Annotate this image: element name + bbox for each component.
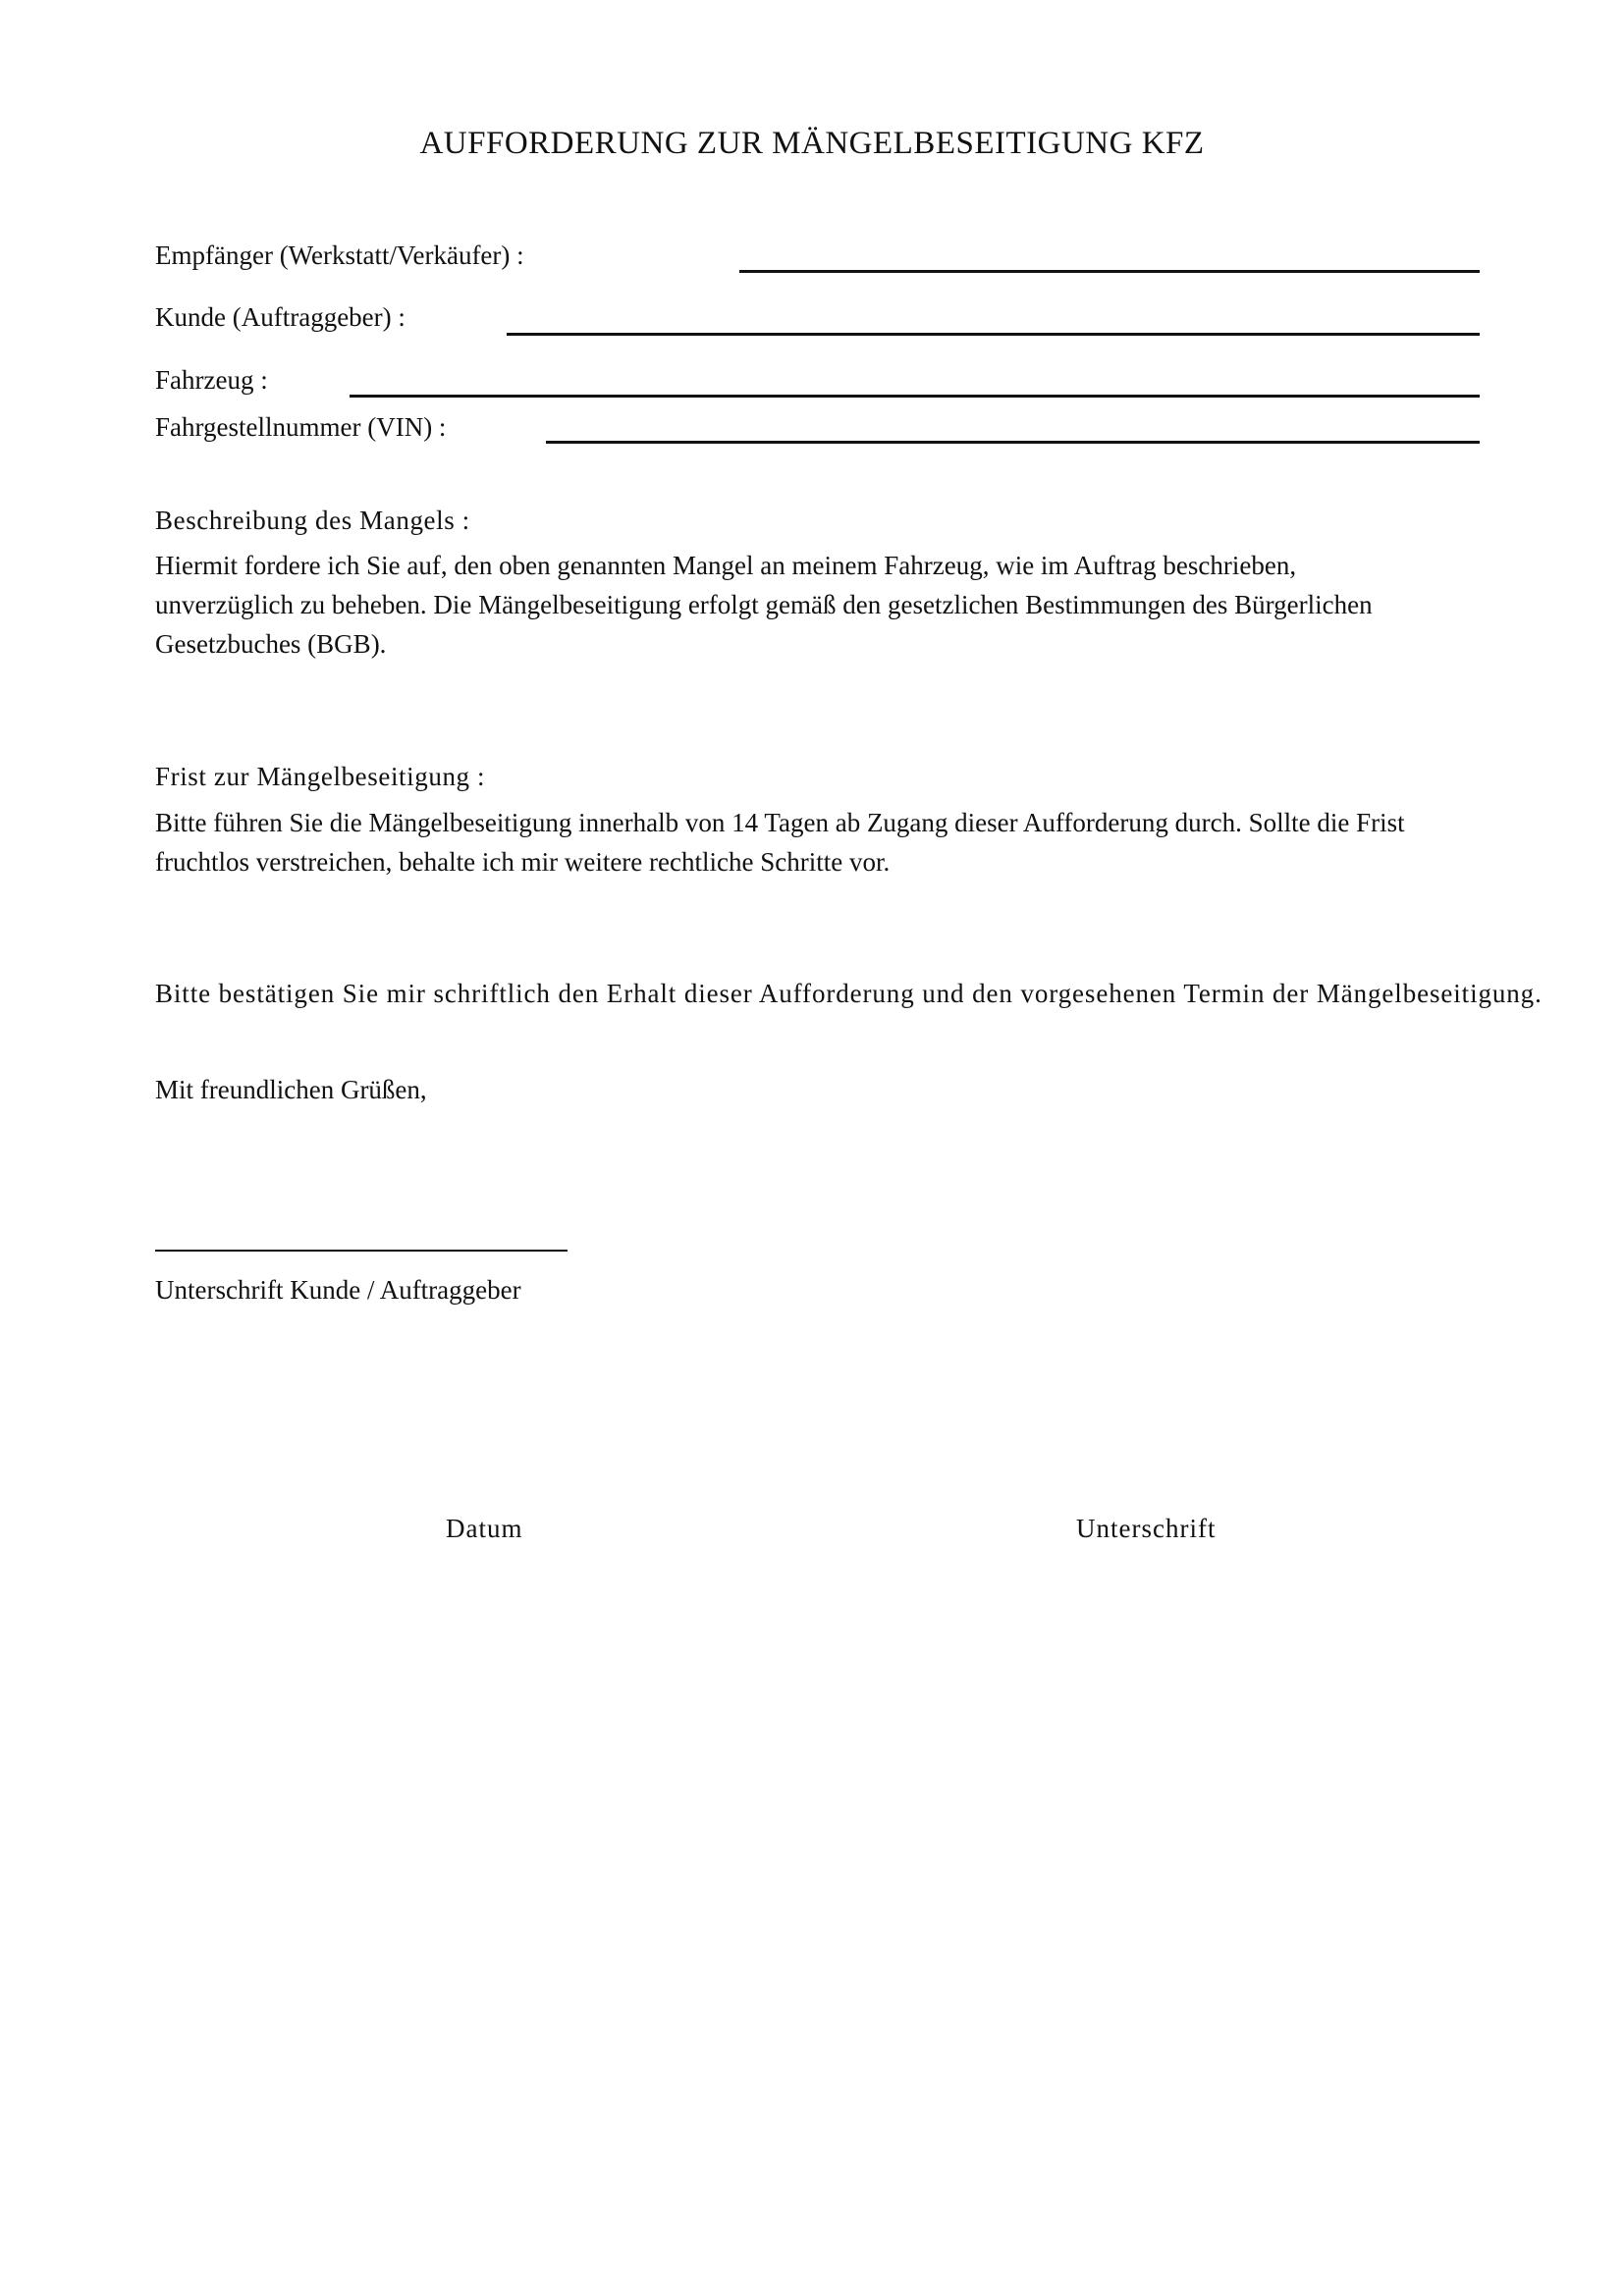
customer-signature-line[interactable]	[155, 1250, 568, 1252]
vin-label: Fahrgestellnummer (VIN) :	[155, 412, 447, 442]
customer-field-line[interactable]	[507, 333, 1480, 336]
defect-heading: Beschreibung des Mangels :	[155, 506, 470, 535]
vehicle-field-line[interactable]	[350, 395, 1480, 398]
confirmation-text: Bitte bestätigen Sie mir schriftlich den Erhalt dieser Aufforderung und den vorgesehenen Termin der Mängelbeseitigung.	[155, 979, 1543, 1008]
customer-signature-label: Unterschrift Kunde / Auftraggeber	[155, 1275, 521, 1305]
defect-text-line: unverzüglich zu beheben. Die Mängelbeseitigung erfolgt gemäß den gesetzlichen Bestimmungen des Bürgerlichen	[155, 590, 1373, 619]
recipient-field-line[interactable]	[739, 270, 1480, 273]
customer-label: Kunde (Auftraggeber) :	[155, 302, 406, 332]
signature-label: Unterschrift	[1076, 1514, 1217, 1543]
defect-text-line: Gesetzbuches (BGB).	[155, 629, 387, 659]
vin-field-line[interactable]	[546, 441, 1480, 444]
deadline-heading: Frist zur Mängelbeseitigung :	[155, 762, 486, 791]
vehicle-label: Fahrzeug :	[155, 365, 268, 395]
closing-text: Mit freundlichen Grüßen,	[155, 1075, 427, 1104]
deadline-text-line: fruchtlos verstreichen, behalte ich mir weitere rechtliche Schritte vor.	[155, 847, 891, 877]
document-title: AUFFORDERUNG ZUR MÄNGELBESEITIGUNG KFZ	[419, 126, 1205, 161]
defect-text-line: Hiermit fordere ich Sie auf, den oben genannten Mangel an meinem Fahrzeug, wie im Auftrag beschrieben,	[155, 551, 1297, 580]
deadline-text-line: Bitte führen Sie die Mängelbeseitigung innerhalb von 14 Tagen ab Zugang dieser Aufforderung durch. Sollte die Frist	[155, 808, 1405, 837]
recipient-label: Empfänger (Werkstatt/Verkäufer) :	[155, 240, 524, 270]
date-label: Datum	[446, 1514, 523, 1543]
